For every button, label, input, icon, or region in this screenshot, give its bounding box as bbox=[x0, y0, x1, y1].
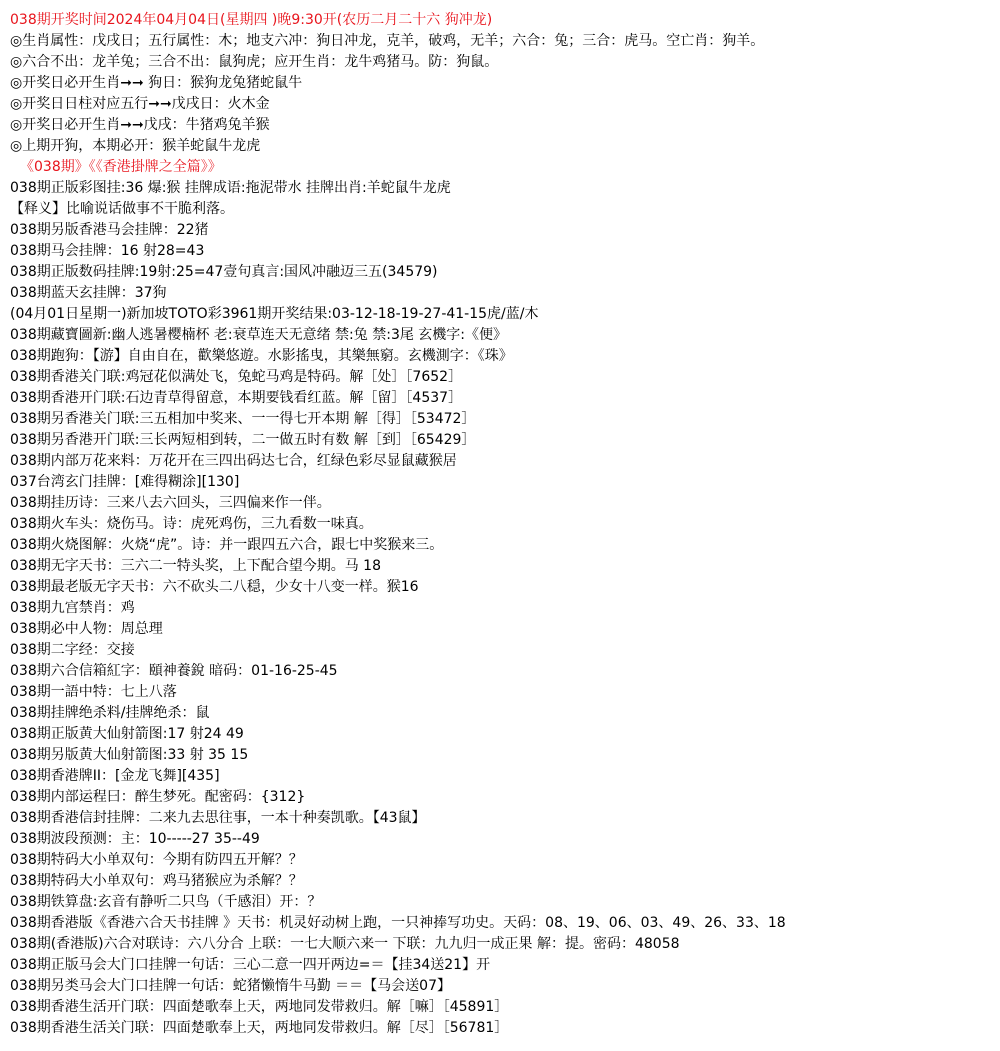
entry-line: 038期挂历诗：三来八去六回头，三四偏来作一伴。 bbox=[10, 495, 331, 511]
entry-line: 038期正版数码挂牌:19射:25=47壹句真言:国风冲融迈三五(34579) bbox=[10, 264, 438, 280]
document-body bbox=[10, 10, 995, 1039]
section-title: 《038期》《《香港掛牌之全篇》》 bbox=[20, 159, 222, 175]
entry-line: 【释义】比喻说话做事不干脆利落。 bbox=[10, 201, 234, 217]
liuhe-sanhe-line: ◎六合不出：龙羊兔；三合不出：鼠狗虎；应开生肖：龙牛鸡猪马。防：狗鼠。 bbox=[10, 54, 499, 70]
entry-line: 038期正版黄大仙射箭图:17 射24 49 bbox=[10, 726, 244, 742]
entry-line: 038期波段预测：主：10-----27 35--49 bbox=[10, 831, 260, 847]
entry-line: 038期内部万花来料：万花开在三四出码达七合，红绿色彩尽显鼠藏猴居 bbox=[10, 453, 457, 469]
entry-line: 038期香港牌II：[金龙飞舞][435] bbox=[10, 768, 220, 784]
entry-line: 038期香港开门联:石边青草得留意，本期要钱看红蓝。解［留］［4537］ bbox=[10, 390, 463, 406]
zodiac-attributes-line: ◎生肖属性：戊戌日；五行属性：木；地支六冲：狗日冲龙，克羊，破鸡，无羊；六合：兔；三合：虎马。空亡肖：狗羊。 bbox=[10, 33, 765, 49]
entry-line: 038期挂牌绝杀料/挂牌绝杀：鼠 bbox=[10, 705, 210, 721]
entry-line: 038期蓝天玄挂牌：37狗 bbox=[10, 285, 167, 301]
entry-line: 038期无字天书：三六二一特头奖，上下配合望今期。马 18 bbox=[10, 558, 381, 574]
entry-line: 038期香港生活开门联：四面楚歌奉上天，两地同发带救归。解［嘛］［45891］ bbox=[10, 999, 509, 1015]
entry-line: 038期另香港开门联:三长两短相到转，二一做五时有数 解［到］［65429］ bbox=[10, 432, 476, 448]
entry-line: 038期二字经：交接 bbox=[10, 642, 135, 658]
entry-line: 037台湾玄门挂牌：[难得糊涂][130] bbox=[10, 474, 240, 490]
entry-line: (04月01日星期一)新加坡TOTO彩3961期开奖结果:03-12-18-19-27-41-15虎/蓝/木 bbox=[10, 306, 539, 322]
entry-line: 038期火烧图解：火烧“虎”。诗：并一跟四五六合，跟七中奖猴来三。 bbox=[10, 537, 444, 553]
entry-line: 038期特码大小单双句：鸡马猪猴应为杀解？？ bbox=[10, 873, 303, 889]
entry-line: 038期马会挂牌：16 射28=43 bbox=[10, 243, 205, 259]
entry-line: 038期另版香港马会挂牌：22猪 bbox=[10, 222, 209, 238]
draw-time-header: 038期开奖时间2024年04月04日(星期四 )晚9:30开(农历二月二十六 狗冲龙) bbox=[10, 12, 493, 28]
entry-line: 038期藏寶圖新:幽人逃暑樱楠杯 老:衰草连天无意绪 禁:兔 禁:3尾 玄機字:《便》 bbox=[10, 327, 508, 343]
entry-line: 038期另版黄大仙射箭图:33 射 35 15 bbox=[10, 747, 249, 763]
entry-line: 038期火车头：烧伤马。诗：虎死鸡伤，三九看数一味真。 bbox=[10, 516, 373, 532]
entry-line: 038期最老版无字天书：六不砍头二八穏，少女十八变一样。猴16 bbox=[10, 579, 419, 595]
entry-line: 038期跑狗：【游】自由自在，歡樂悠遊。水影搖曳，其樂無窮。玄機測字：《珠》 bbox=[10, 348, 513, 364]
entry-line: 038期另香港关门联:三五相加中奖来、一一得七开本期 解［得］［53472］ bbox=[10, 411, 476, 427]
entry-line: 038期香港关门联:鸡冠花似满处飞，兔蛇马鸡是特码。解［处］［7652］ bbox=[10, 369, 463, 385]
entry-line: 038期内部运程曰：醉生梦死。配密码：{312} bbox=[10, 789, 306, 805]
entry-line: 038期香港版《香港六合天书挂牌 》天书：机灵好动树上跑，一只神捧写功史。天码：08、19、06、03、49、26、33、18 bbox=[10, 915, 786, 931]
wuxu-zodiac-line: ◎开奖日必开生肖➞➞戊戌：牛猪鸡兔羊猴 bbox=[10, 117, 270, 133]
dog-day-zodiac-line: ◎开奖日必开生肖➞➞ 狗日：猴狗龙兔猪蛇鼠牛 bbox=[10, 75, 303, 91]
entry-line: 038期香港信封挂牌：二来九去思往事，一本十种奏凯歌。【43鼠】 bbox=[10, 810, 426, 826]
entry-line: 038期铁算盘:玄音有静听二只鸟（千感泪）开：？ bbox=[10, 894, 322, 910]
entry-line: 038期一語中特：七上八落 bbox=[10, 684, 177, 700]
entry-line: 038期香港生活关门联：四面楚歌奉上天，两地同发带救归。解［尽］［56781］ bbox=[10, 1020, 509, 1036]
entry-line: 038期正版马会大门口挂牌一句话：三心二意一四开两边=＝【挂34送21】开 bbox=[10, 957, 491, 973]
entry-line: 038期必中人物：周总理 bbox=[10, 621, 163, 637]
entry-line: 038期正版彩图挂:36 爆:猴 挂牌成语:拖泥带水 挂牌出肖:羊蛇鼠牛龙虎 bbox=[10, 180, 451, 196]
last-draw-line: ◎上期开狗，本期必开：猴羊蛇鼠牛龙虎 bbox=[10, 138, 261, 154]
entry-line: 038期另类马会大门口挂牌一句话：蛇猪懒惰牛马勤 ＝＝【马会送07】 bbox=[10, 978, 451, 994]
entry-line: 038期特码大小单双句：今期有防四五开解？？ bbox=[10, 852, 303, 868]
entry-line: 038期九宫禁肖：鸡 bbox=[10, 600, 135, 616]
entry-line: 038期六合信箱紅字：頤神養銳 暗码：01-16-25-45 bbox=[10, 663, 338, 679]
five-elements-line: ◎开奖日日柱对应五行➞➞戊戌日：火木金 bbox=[10, 96, 270, 112]
entry-line: 038期(香港版)六合对联诗：六八分合 上联：一七大顺六来一 下联：九九归一成正果 解：提。密码：48058 bbox=[10, 936, 680, 952]
